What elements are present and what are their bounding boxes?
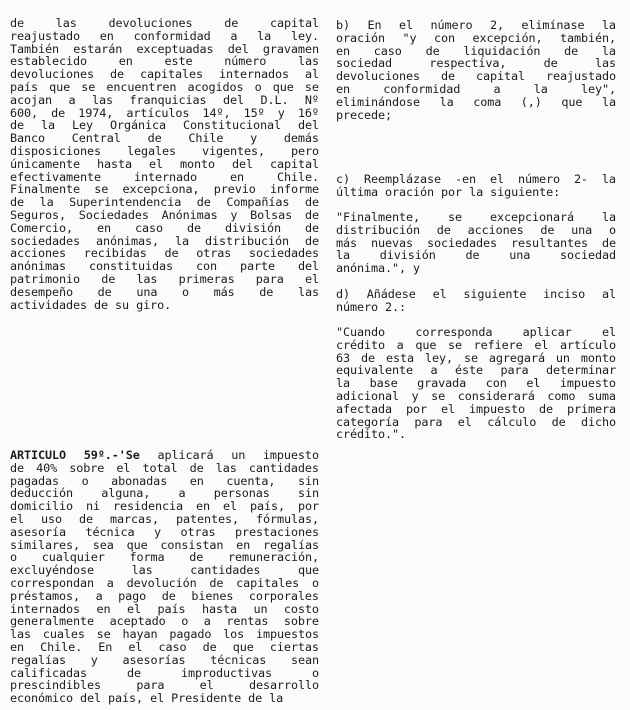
text-line: precede;: [336, 107, 393, 122]
text-line: las cuales se hayan pagado los impuestos: [10, 627, 319, 642]
text-line: categoría para el cálculo de dicho: [336, 414, 616, 429]
text-line: correspondan a devolución de capitales o: [10, 575, 319, 590]
text-line: la división de una sociedad: [336, 248, 616, 263]
text-line: de las devoluciones de capital: [10, 16, 319, 30]
text-line: en caso de liquidación de la: [336, 43, 616, 58]
text-line: más nuevas sociedades resultantes de: [336, 235, 616, 250]
text-line: actividades de su giro.: [10, 297, 172, 312]
text-line: efectivamente internado en Chile.: [10, 169, 319, 184]
text-line: asesoría técnica y otras prestaciones: [10, 524, 319, 539]
text-line: ARTICULO 59º.-'Se aplicará un impuesto: [10, 448, 319, 462]
text-line: devoluciones de capitales internados al: [10, 67, 319, 82]
text-line: pagadas o abonadas en cuenta, sin: [10, 473, 319, 488]
text-line: generalmente aceptado o a rentas sobre: [10, 614, 319, 629]
text-line: domicilio ni residencia en el país, por: [10, 499, 319, 514]
text-line: anónimas constituidas con parte del: [10, 259, 319, 274]
text-line: acciones recibidas de otras sociedades: [10, 246, 319, 261]
item-d-paragraph: [336, 288, 616, 314]
text-line: anónima.", y: [336, 261, 421, 276]
text-line: crédito.".: [336, 427, 407, 442]
text-line: devoluciones de capital reajustado: [336, 69, 616, 84]
text-line: eliminándose la coma (,) que la: [336, 94, 616, 109]
text-line: excluyéndose las cantidades que: [10, 563, 319, 578]
text-line: "Cuando corresponda aplicar el: [336, 325, 616, 339]
text-line: establecido en este número las: [10, 54, 319, 69]
text-line: oración "y con excepción, también,: [336, 30, 616, 45]
text-line: "Finalmente, se excepcionará la: [336, 210, 616, 224]
text-line: acojan a las franquicias del D.L. Nº: [10, 92, 319, 107]
text-line: de la Superintendencia de Compañías de: [10, 195, 319, 210]
text-line: calificadas de improductivas o: [10, 665, 319, 680]
text-line: regalías y asesorías técnicas sean: [10, 652, 319, 667]
text-line: sociedad respectiva, de las: [336, 56, 616, 71]
item-d-quote: [336, 326, 616, 441]
text-line: distribución de acciones de una o: [336, 222, 616, 237]
text-line: reajustado en conformidad a la ley.: [10, 28, 319, 43]
left-top-paragraph: [10, 17, 319, 311]
text-line: c) Reemplázase -en el número 2- la: [336, 172, 616, 186]
text-line: internados en el país hasta un costo: [10, 601, 319, 616]
item-c-paragraph: [336, 173, 616, 199]
text-line: número 2.:: [336, 299, 407, 314]
text-line: el uso de marcas, patentes, fórmulas,: [10, 511, 319, 526]
item-b-paragraph: [336, 19, 616, 121]
text-line: equivalente a éste para determinar: [336, 363, 616, 378]
text-line: sociedades anónimas, la distribución de: [10, 233, 319, 248]
text-line: adicional y se considerará como suma: [336, 388, 616, 403]
text-line: patrimonio de las primeras para el: [10, 271, 319, 286]
text-line: en conformidad a la ley",: [336, 81, 616, 96]
text-line: similares, sea que consistan en regalías: [10, 537, 319, 552]
text-line: económico del país, el Presidente de la: [10, 691, 284, 706]
text-line: d) Añádese el siguiente inciso al: [336, 287, 616, 301]
text-line: Banco Central de Chile y demás: [10, 131, 319, 146]
text-line: Comercio, en caso de división de: [10, 220, 319, 235]
text-line: 600, de 1974, artículos 14º, 15º y 16º: [10, 105, 319, 120]
text-line: país que se encuentren acogidos o que se: [10, 79, 319, 94]
text-line: deducción alguna, a personas sin: [10, 486, 319, 501]
text-line: última oración por la siguiente:: [336, 184, 561, 199]
text-line: También estarán exceptuadas del gravamen: [10, 41, 319, 56]
text-line: disposiciones legales vigentes, pero: [10, 143, 319, 158]
item-c-quote: [336, 211, 616, 275]
text-line: o cualquier forma de remuneración,: [10, 550, 319, 565]
article-59-paragraph: [10, 449, 319, 705]
text-line: Finalmente se excepciona, previo informe: [10, 182, 319, 197]
text-line: desempeño de una o más de las: [10, 284, 319, 299]
text-line: préstamos, a pago de bienes corporales: [10, 588, 319, 603]
text-line: Seguros, Sociedades Anónimas y Bolsas de: [10, 207, 319, 222]
text-line: 63 de esta ley, se agregará un monto: [336, 350, 616, 365]
text-line: de 40% sobre el total de las cantidades: [10, 460, 319, 475]
text-line: b) En el número 2, elimínase la: [336, 18, 616, 32]
text-line: de la Ley Orgánica Constitucional del: [10, 118, 319, 133]
text-line: crédito a que se refiere el artículo: [336, 337, 616, 352]
text-line: únicamente hasta el monto del capital: [10, 156, 319, 171]
text-line: en Chile. En el caso de que ciertas: [10, 639, 319, 654]
text-line: la base gravada con el impuesto: [336, 376, 616, 391]
text-line: afectada por el impuesto de primera: [336, 401, 616, 416]
text-line: prescindibles para el desarrollo: [10, 678, 319, 693]
